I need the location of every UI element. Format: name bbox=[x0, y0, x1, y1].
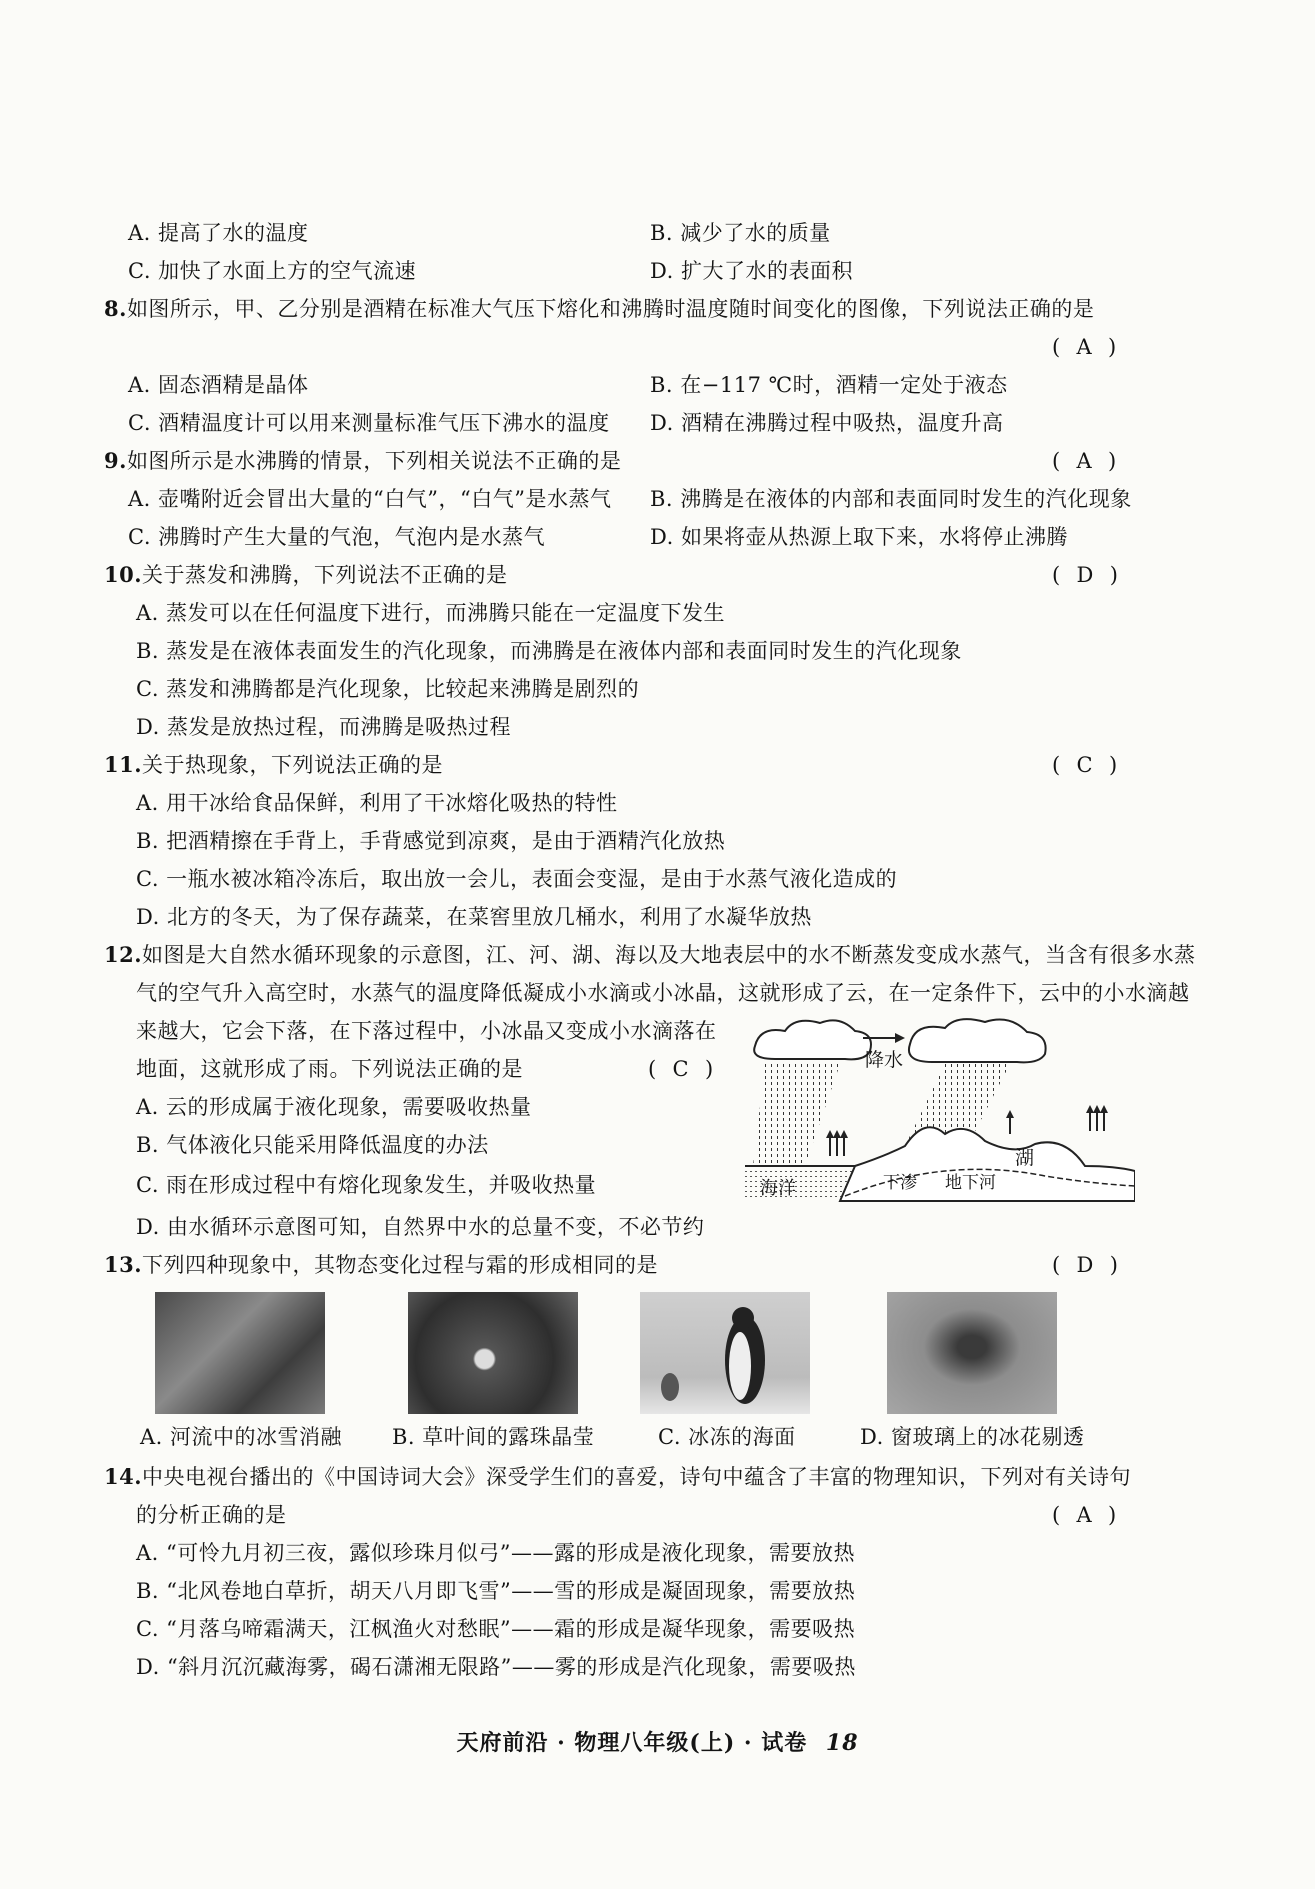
question-10 bbox=[104, 562, 508, 588]
question-11 bbox=[104, 752, 443, 778]
answer-bracket: ( D ) bbox=[1052, 1253, 1119, 1277]
question-number: 13. bbox=[104, 1252, 143, 1277]
arrow-head bbox=[895, 1033, 905, 1043]
q13-option-d: D. 窗玻璃上的冰花剔透 bbox=[860, 1425, 1085, 1449]
question-text: 如图所示是水沸腾的情景，下列相关说法不正确的是 bbox=[126, 449, 622, 473]
question-9 bbox=[104, 448, 621, 474]
label-underground: 地下河 bbox=[945, 1173, 996, 1193]
answer-bracket: ( C ) bbox=[1052, 753, 1119, 777]
q8-option-d: D. 酒精在沸腾过程中吸热，温度升高 bbox=[650, 411, 1004, 435]
question-13 bbox=[104, 1252, 658, 1278]
q10-option-c: C. 蒸发和沸腾都是汽化现象，比较起来沸腾是剧烈的 bbox=[136, 677, 640, 701]
water-cycle-diagram bbox=[745, 1016, 1135, 1206]
label-seep: 下渗 bbox=[883, 1173, 917, 1193]
q8-option-b: B. 在−117 ℃时，酒精一定处于液态 bbox=[650, 373, 1008, 397]
answer-bracket: ( A ) bbox=[1052, 449, 1118, 473]
q14-option-d: D. “斜月沉沉藏海雾，碣石潇湘无限路”——雾的形成是汽化现象，需要吸热 bbox=[136, 1655, 856, 1679]
question-text: 如图所示，甲、乙分别是酒精在标准大气压下熔化和沸腾时温度随时间变化的图像，下列说法正确的是 bbox=[126, 297, 1095, 321]
cloud-right bbox=[909, 1019, 1046, 1062]
question-number: 14. bbox=[104, 1464, 143, 1489]
question-text: 来越大，它会下落，在下落过程中，小冰晶又变成小水滴落在 bbox=[136, 1019, 717, 1043]
q10-option-d: D. 蒸发是放热过程，而沸腾是吸热过程 bbox=[136, 715, 511, 739]
answer-bracket: ( A ) bbox=[1052, 335, 1118, 359]
q11-option-a: A. 用干冰给食品保鲜，利用了干冰熔化吸热的特性 bbox=[136, 791, 618, 815]
question-text: 关于蒸发和沸腾，下列说法不正确的是 bbox=[142, 563, 508, 587]
q14-option-a: A. “可怜九月初三夜，露似珍珠月似弓”——露的形成是液化现象，需要放热 bbox=[136, 1541, 855, 1565]
question-number: 9. bbox=[104, 448, 127, 473]
q10-option-a: A. 蒸发可以在任何温度下进行，而沸腾只能在一定温度下发生 bbox=[136, 601, 726, 625]
question-12 bbox=[104, 942, 1196, 968]
q7-option-a: A. 提高了水的温度 bbox=[128, 221, 309, 245]
q13-option-c: C. 冰冻的海面 bbox=[658, 1425, 796, 1449]
q9-option-a: A. 壶嘴附近会冒出大量的“白气”，“白气”是水蒸气 bbox=[128, 487, 612, 511]
q8-option-c: C. 酒精温度计可以用来测量标准气压下沸水的温度 bbox=[128, 411, 610, 435]
q11-option-c: C. 一瓶水被冰箱冷冻后，取出放一会儿，表面会变湿，是由于水蒸气液化造成的 bbox=[136, 867, 898, 891]
q14-option-c: C. “月落乌啼霜满天，江枫渔火对愁眠”——霜的形成是凝华现象，需要吸热 bbox=[136, 1617, 856, 1641]
question-text: 关于热现象，下列说法正确的是 bbox=[142, 753, 444, 777]
q13-option-a: A. 河流中的冰雪消融 bbox=[140, 1425, 343, 1449]
photo-window-ice-flower bbox=[887, 1292, 1057, 1414]
answer-bracket: ( C ) bbox=[648, 1057, 715, 1081]
question-number: 8. bbox=[104, 296, 127, 321]
question-14 bbox=[104, 1464, 1131, 1490]
question-text: 地面，这就形成了雨。下列说法正确的是 bbox=[136, 1057, 523, 1081]
cloud-left bbox=[754, 1020, 871, 1059]
photo-dew-drops bbox=[408, 1292, 578, 1414]
q14-option-b: B. “北风卷地白草折，胡天八月即飞雪”——雪的形成是凝固现象，需要放热 bbox=[136, 1579, 856, 1603]
question-number: 12. bbox=[104, 942, 143, 967]
question-text: 下列四种现象中，其物态变化过程与霜的形成相同的是 bbox=[142, 1253, 659, 1277]
q7-option-c: C. 加快了水面上方的空气流速 bbox=[128, 259, 417, 283]
page-number: 18 bbox=[825, 1730, 859, 1756]
answer-bracket: ( A ) bbox=[1052, 1503, 1118, 1527]
q9-option-c: C. 沸腾时产生大量的气泡，气泡内是水蒸气 bbox=[128, 525, 546, 549]
answer-bracket: ( D ) bbox=[1052, 563, 1119, 587]
question-text: 气的空气升入高空时，水蒸气的温度降低凝成小水滴或小冰晶，这就形成了云，在一定条件下，云中的小水滴越 bbox=[136, 981, 1190, 1005]
question-number: 10. bbox=[104, 562, 143, 587]
photo-ice-melting bbox=[155, 1292, 325, 1414]
page-footer bbox=[0, 1726, 1315, 1757]
question-8 bbox=[104, 296, 1094, 322]
q11-option-b: B. 把酒精擦在手背上，手背感觉到凉爽，是由于酒精汽化放热 bbox=[136, 829, 726, 853]
question-text: 如图是大自然水循环现象的示意图，江、河、湖、海以及大地表层中的水不断蒸发变成水蒸气，当含有很多水蒸 bbox=[142, 943, 1196, 967]
rain-left bbox=[753, 1064, 840, 1166]
photo-frozen-sea bbox=[640, 1292, 810, 1414]
footer-title: 天府前沿 · 物理八年级(上) · 试卷 bbox=[456, 1730, 808, 1756]
q7-option-b: B. 减少了水的质量 bbox=[650, 221, 831, 245]
q11-option-d: D. 北方的冬天，为了保存蔬菜，在菜窖里放几桶水，利用了水凝华放热 bbox=[136, 905, 812, 929]
q9-option-b: B. 沸腾是在液体的内部和表面同时发生的汽化现象 bbox=[650, 487, 1132, 511]
penguin-icon bbox=[640, 1292, 810, 1414]
label-sea: 海洋 bbox=[760, 1178, 796, 1199]
question-number: 11. bbox=[104, 752, 143, 777]
question-text: 的分析正确的是 bbox=[136, 1503, 287, 1527]
q13-option-b: B. 草叶间的露珠晶莹 bbox=[392, 1425, 595, 1449]
label-rain: 降水 bbox=[865, 1049, 904, 1071]
q8-option-a: A. 固态酒精是晶体 bbox=[128, 373, 309, 397]
label-lake: 湖 bbox=[1015, 1147, 1035, 1169]
q7-option-d: D. 扩大了水的表面积 bbox=[650, 259, 853, 283]
q12-option-b: B. 气体液化只能采用降低温度的办法 bbox=[136, 1133, 489, 1157]
q12-option-c: C. 雨在形成过程中有熔化现象发生，并吸收热量 bbox=[136, 1173, 597, 1197]
q9-option-d: D. 如果将壶从热源上取下来，水将停止沸腾 bbox=[650, 525, 1068, 549]
q12-option-a: A. 云的形成属于液化现象，需要吸收热量 bbox=[136, 1095, 532, 1119]
q10-option-b: B. 蒸发是在液体表面发生的汽化现象，而沸腾是在液体内部和表面同时发生的汽化现象 bbox=[136, 639, 962, 663]
q12-option-d: D. 由水循环示意图可知，自然界中水的总量不变，不必节约 bbox=[136, 1215, 705, 1239]
question-text: 中央电视台播出的《中国诗词大会》深受学生们的喜爱，诗句中蕴含了丰富的物理知识，下列对有关诗句 bbox=[142, 1465, 1132, 1489]
